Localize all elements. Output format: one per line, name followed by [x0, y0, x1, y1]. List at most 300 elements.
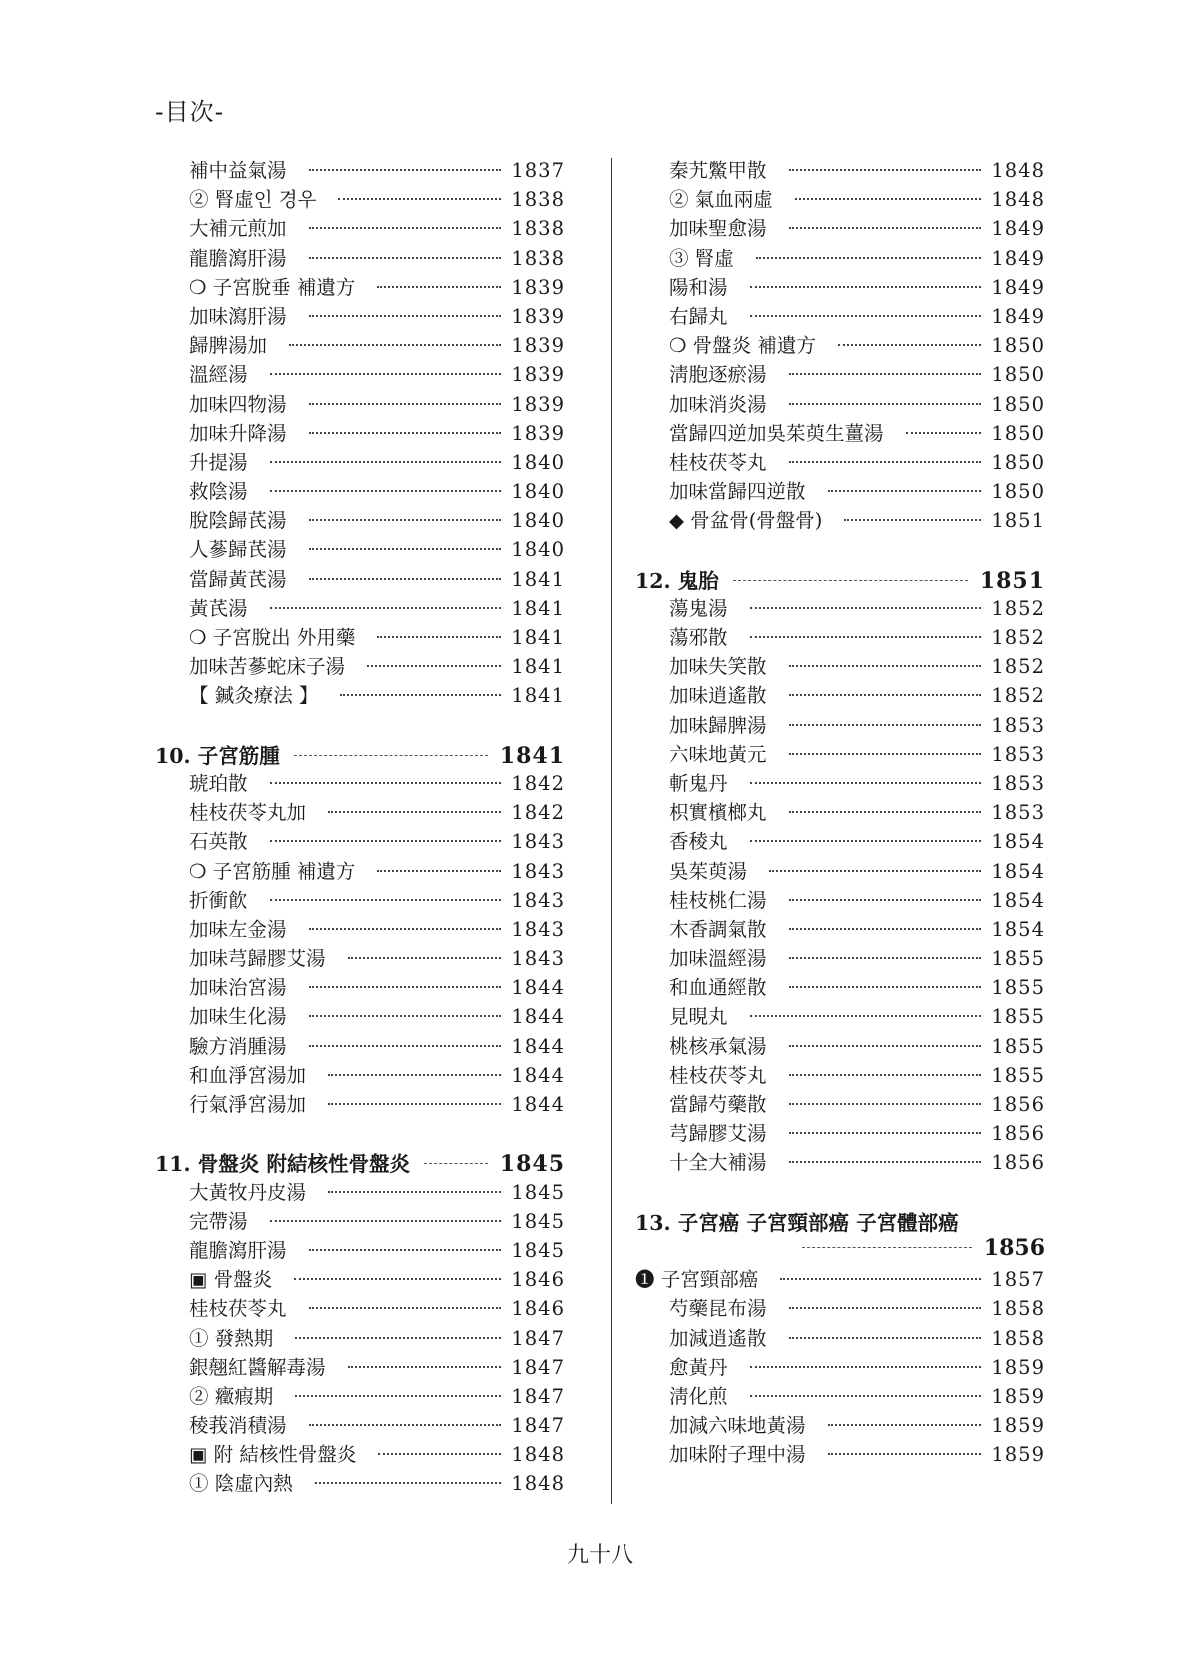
toc-leader-dots [294, 1278, 501, 1280]
toc-entry [155, 184, 565, 213]
toc-entry-page: 1837 [511, 159, 565, 182]
toc-entry-title: 加味生化湯 [189, 1005, 287, 1029]
toc-leader-dots [328, 811, 501, 813]
toc-leader-dots [789, 753, 982, 755]
toc-entry-page: 1845 [511, 1209, 565, 1233]
toc-section-title: 10. 子宮筋腫 [155, 743, 280, 768]
page-header: -目次- [155, 98, 225, 126]
toc-entry-page: 1841 [511, 655, 565, 679]
toc-entry-page: 1838 [511, 188, 565, 212]
toc-entry-title: 加味逍遙散 [669, 684, 767, 708]
toc-leader-dots [309, 403, 502, 405]
toc-entry-page: 1840 [511, 538, 565, 562]
toc-entry [635, 1001, 1045, 1030]
toc-entry-page: 1853 [991, 801, 1045, 825]
toc-section-page-line [635, 1235, 1045, 1264]
toc-entry [155, 856, 565, 885]
toc-entry [155, 1001, 565, 1030]
toc-leader-dots [309, 1307, 502, 1309]
toc-entry-page: 1844 [511, 1005, 565, 1029]
toc-entry-title: 芎歸膠艾湯 [669, 1122, 767, 1146]
toc-leader-dots [750, 636, 982, 638]
toc-entry [635, 243, 1045, 272]
toc-entry-title: ❶ 子宮頸部癌 [635, 1268, 759, 1292]
toc-spacer [635, 1177, 1045, 1206]
toc-entry-title: 加減逍遙散 [669, 1326, 767, 1350]
toc-entry [155, 213, 565, 242]
toc-entry [155, 389, 565, 418]
toc-leader-dots [328, 1103, 501, 1105]
toc-entry-page: 1839 [511, 334, 565, 358]
toc-leader-dots [309, 227, 502, 229]
toc-entry-title: 加味當歸四逆散 [669, 480, 806, 504]
toc-entry-page: 1844 [511, 1093, 565, 1116]
toc-entry [635, 359, 1045, 388]
toc-leader-dots [348, 1366, 502, 1368]
toc-entry-title: 加味聖愈湯 [669, 217, 767, 241]
toc-entry [635, 155, 1045, 184]
toc-entry-title: 和血通經散 [669, 976, 767, 1000]
toc-entry-title: 斬鬼丹 [669, 771, 728, 795]
toc-entry-page: 1853 [991, 742, 1045, 766]
toc-leader-dots [750, 1015, 982, 1017]
toc-entry-title: ② 癥瘕期 [189, 1384, 274, 1408]
toc-entry-title: ❍ 子宮筋腫 補遺方 [189, 859, 356, 883]
toc-entry-page: 1855 [991, 1034, 1045, 1058]
toc-leader-dots [377, 636, 501, 638]
toc-entry-title: 黃芪湯 [189, 596, 248, 620]
toc-entry-page: 1849 [991, 304, 1045, 328]
toc-entry-title: 稜莪消積湯 [189, 1414, 287, 1438]
toc-entry [155, 447, 565, 476]
toc-leader-dots [289, 344, 501, 346]
toc-entry [635, 651, 1045, 680]
toc-entry [635, 1410, 1045, 1439]
toc-leader-dots [789, 461, 982, 463]
toc-leader-dots [789, 811, 982, 813]
toc-leader-dots [789, 928, 982, 930]
toc-leader-dots [844, 519, 981, 521]
toc-entry [155, 1468, 565, 1497]
toc-leader-dots [780, 1278, 981, 1280]
toc-entry-title: 芍藥昆布湯 [669, 1297, 767, 1321]
toc-entry-title: 加味治宮湯 [189, 976, 287, 1000]
toc-entry-title: 淸化煎 [669, 1384, 728, 1408]
toc-entry-page: 1859 [991, 1443, 1045, 1467]
toc-leader-dots [828, 1424, 982, 1426]
toc-entry-title: 加味歸脾湯 [669, 713, 767, 737]
toc-entry [635, 1147, 1045, 1176]
toc-entry-title: 淸胞逐瘀湯 [669, 363, 767, 387]
toc-entry-title: 當歸芍藥散 [669, 1093, 767, 1116]
toc-leader-dots [309, 1424, 502, 1426]
toc-spacer [635, 534, 1045, 563]
toc-leader-dots [789, 986, 982, 988]
toc-entry-page: 1838 [511, 246, 565, 270]
toc-leader-dots [309, 578, 502, 580]
toc-entry [155, 1264, 565, 1293]
toc-entry-title: 右歸丸 [669, 304, 728, 328]
toc-spacer [155, 710, 565, 739]
toc-leader-dots [828, 490, 982, 492]
toc-entry-page: 1849 [991, 246, 1045, 270]
toc-leader-dots [789, 373, 982, 375]
toc-entry-title: 秦艽鱉甲散 [669, 159, 767, 182]
toc-entry-page: 1849 [991, 275, 1045, 299]
toc-entry-title: 龍膽瀉肝湯 [189, 246, 287, 270]
toc-entry [635, 1352, 1045, 1381]
toc-entry-page: 1859 [991, 1414, 1045, 1438]
toc-entry [155, 1206, 565, 1235]
toc-entry-page: 1840 [511, 450, 565, 474]
toc-entry-title: ◆ 骨盆骨(骨盤骨) [669, 509, 823, 533]
toc-entry-title: 蕩邪散 [669, 626, 728, 649]
toc-entry [635, 680, 1045, 709]
toc-entry [155, 505, 565, 534]
toc-entry-page: 1840 [511, 509, 565, 533]
toc-entry-title: 驗方消腫湯 [189, 1034, 287, 1058]
toc-entry [155, 593, 565, 622]
toc-entry [155, 301, 565, 330]
toc-entry-title: 補中益氣湯 [189, 159, 287, 182]
toc-entry-page: 1851 [991, 509, 1045, 533]
toc-entry-page: 1843 [511, 917, 565, 941]
toc-entry-page: 1841 [511, 567, 565, 591]
toc-leader-dots [756, 257, 982, 259]
toc-entry [635, 914, 1045, 943]
toc-entry-page: 1848 [511, 1443, 565, 1467]
toc-entry-page: 1840 [511, 480, 565, 504]
toc-entry-page: 1849 [991, 217, 1045, 241]
toc-entry-title: 桃核承氣湯 [669, 1034, 767, 1058]
toc-leader-dots [328, 1074, 501, 1076]
toc-entry-title: 見晛丸 [669, 1005, 728, 1029]
toc-section-page: 1841 [499, 742, 565, 769]
toc-entry-page: 1848 [991, 159, 1045, 182]
toc-leader-dots [906, 432, 982, 434]
toc-entry-title: 大補元煎加 [189, 217, 287, 241]
toc-entry [635, 1118, 1045, 1147]
toc-leader-dots [795, 198, 982, 200]
toc-leader-dots [309, 986, 502, 988]
toc-entry-title: 琥珀散 [189, 771, 248, 795]
toc-leader-dots [789, 724, 982, 726]
toc-leader-dots [789, 227, 982, 229]
toc-entry [635, 447, 1045, 476]
toc-entry-page: 1858 [991, 1326, 1045, 1350]
toc-entry-page: 1843 [511, 859, 565, 883]
toc-entry [155, 797, 565, 826]
toc-entry-title: 歸脾湯加 [189, 334, 268, 358]
toc-entry [635, 1439, 1045, 1468]
toc-entry-title: 加味瀉肝湯 [189, 304, 287, 328]
toc-leader-dots [789, 1307, 982, 1309]
toc-entry-page: 1856 [991, 1151, 1045, 1175]
toc-entry [155, 651, 565, 680]
toc-entry-title: 桂枝茯苓丸加 [189, 801, 307, 825]
toc-entry-title: 石英散 [189, 830, 248, 854]
toc-leader-dots [309, 169, 502, 171]
toc-entry [155, 1031, 565, 1060]
toc-entry-page: 1838 [511, 217, 565, 241]
toc-entry [635, 593, 1045, 622]
toc-entry-title: 和血淨宮湯加 [189, 1063, 307, 1087]
toc-entry-title: ❍ 子宮脫出 外用藥 [189, 626, 356, 649]
toc-entry [155, 1410, 565, 1439]
toc-entry-page: 1839 [511, 304, 565, 328]
toc-entry-title: 桂枝桃仁湯 [669, 888, 767, 912]
toc-leader-dots [838, 344, 981, 346]
toc-leader-dots [750, 315, 982, 317]
toc-entry-page: 1855 [991, 1063, 1045, 1087]
toc-leader-dots [828, 1453, 982, 1455]
toc-leader-dots [295, 1337, 501, 1339]
toc-entry-page: 1848 [991, 188, 1045, 212]
toc-leader-dots [750, 286, 982, 288]
toc-entry-page: 1852 [991, 626, 1045, 649]
toc-entry-title: 救陰湯 [189, 480, 248, 504]
toc-entry [635, 1089, 1045, 1118]
toc-entry-page: 1848 [511, 1472, 565, 1496]
toc-entry-title: 【 鍼灸療法 】 [189, 684, 319, 708]
toc-entry-title: 蕩鬼湯 [669, 596, 728, 620]
toc-entry-page: 1854 [991, 859, 1045, 883]
toc-entry-title: ② 氣血兩虛 [669, 188, 773, 212]
toc-entry [155, 1352, 565, 1381]
toc-entry [635, 1293, 1045, 1322]
toc-entry-page: 1852 [991, 684, 1045, 708]
toc-entry-title: 愈黃丹 [669, 1355, 728, 1379]
toc-entry-page: 1850 [991, 334, 1045, 358]
toc-entry-title: 加減六味地黃湯 [669, 1414, 806, 1438]
toc-leader-dots [309, 1015, 502, 1017]
toc-entry-page: 1859 [991, 1355, 1045, 1379]
toc-section-heading [155, 739, 565, 768]
toc-leader-dots [270, 490, 502, 492]
toc-entry-page: 1844 [511, 976, 565, 1000]
toc-entry-page: 1855 [991, 976, 1045, 1000]
toc-leader-dots [309, 315, 502, 317]
toc-entry-title: 木香調氣散 [669, 917, 767, 941]
page-number: 九十八 [566, 1543, 633, 1568]
toc-leader-dots [750, 607, 982, 609]
toc-entry-title: 加味芎歸膠艾湯 [189, 947, 326, 971]
toc-entry [155, 418, 565, 447]
toc-entry-page: 1855 [991, 947, 1045, 971]
toc-entry-title: 行氣淨宮湯加 [189, 1093, 307, 1116]
toc-leader-dots [377, 870, 501, 872]
toc-entry-title: 折衝飮 [189, 888, 248, 912]
toc-entry [155, 622, 565, 651]
toc-leader-dots [270, 1220, 502, 1222]
toc-entry-page: 1853 [991, 771, 1045, 795]
toc-entry-title: 升提湯 [189, 450, 248, 474]
toc-leader-dots [315, 1482, 502, 1484]
toc-entry [155, 1060, 565, 1089]
toc-leader-dots [328, 1191, 501, 1193]
toc-entry-page: 1850 [991, 363, 1045, 387]
toc-entry [155, 914, 565, 943]
toc-entry-page: 1856 [991, 1122, 1045, 1146]
toc-entry [635, 885, 1045, 914]
toc-leader-dots [789, 1161, 982, 1163]
toc-leader-dots [789, 1132, 982, 1134]
toc-entry [155, 826, 565, 855]
toc-leader-dots [789, 1103, 982, 1105]
toc-entry [635, 476, 1045, 505]
toc-entry-title: 溫經湯 [189, 363, 248, 387]
toc-entry-page: 1845 [511, 1180, 565, 1204]
toc-entry [155, 330, 565, 359]
toc-leader-dots [270, 461, 502, 463]
toc-entry-title: 脫陰歸芪湯 [189, 509, 287, 533]
toc-leader-dots [270, 373, 502, 375]
toc-entry [635, 943, 1045, 972]
toc-right-column [635, 155, 1045, 1468]
toc-entry-page: 1852 [991, 596, 1045, 620]
toc-entry-title: ▣ 骨盤炎 [189, 1268, 273, 1292]
toc-entry-page: 1847 [511, 1384, 565, 1408]
toc-entry-page: 1847 [511, 1355, 565, 1379]
toc-entry [635, 826, 1045, 855]
toc-entry-title: 銀翹紅醬解毒湯 [189, 1355, 326, 1379]
toc-leader-dots [789, 169, 982, 171]
toc-spacer [155, 1118, 565, 1147]
toc-leader-dots [789, 899, 982, 901]
toc-leader-dots [338, 198, 501, 200]
toc-leader-dots [789, 403, 982, 405]
toc-leader-dots [348, 957, 502, 959]
toc-leader-dots [377, 286, 501, 288]
toc-entry-title: 加味左金湯 [189, 917, 287, 941]
toc-entry-title: 加味溫經湯 [669, 947, 767, 971]
toc-entry [635, 1060, 1045, 1089]
toc-entry-page: 1839 [511, 363, 565, 387]
toc-entry-title: 桂枝茯苓丸 [669, 450, 767, 474]
toc-entry-page: 1854 [991, 917, 1045, 941]
toc-entry-page: 1844 [511, 1063, 565, 1087]
toc-section-title: 11. 骨盤炎 附結核性骨盤炎 [155, 1152, 410, 1177]
toc-entry-title: 加味附子理中湯 [669, 1443, 806, 1467]
toc-entry-page: 1846 [511, 1297, 565, 1321]
toc-entry-title: 桂枝茯苓丸 [189, 1297, 287, 1321]
toc-entry-title: ❍ 骨盤炎 補遺方 [669, 334, 816, 358]
toc-leader-dots [789, 694, 982, 696]
toc-leader-dashes [424, 1163, 488, 1164]
toc-leader-dots [270, 607, 502, 609]
toc-entry [155, 680, 565, 709]
toc-left-column [155, 155, 565, 1498]
toc-entry [635, 768, 1045, 797]
toc-entry [635, 330, 1045, 359]
toc-entry [155, 1177, 565, 1206]
toc-leader-dots [340, 694, 501, 696]
toc-entry-title: 人蔘歸芪湯 [189, 538, 287, 562]
toc-leader-dots [270, 782, 502, 784]
toc-entry-title: 龍膽瀉肝湯 [189, 1238, 287, 1262]
toc-leader-dots [309, 519, 502, 521]
toc-entry-page: 1843 [511, 947, 565, 971]
toc-entry-page: 1843 [511, 888, 565, 912]
toc-entry-title: ❍ 子宮脫垂 補遺方 [189, 275, 356, 299]
toc-entry-title: ① 發熱期 [189, 1326, 274, 1350]
toc-entry-title: 加味升降湯 [189, 421, 287, 445]
toc-leader-dots [309, 1045, 502, 1047]
toc-entry [635, 301, 1045, 330]
toc-entry-page: 1841 [511, 684, 565, 708]
toc-entry [155, 768, 565, 797]
toc-entry-page: 1855 [991, 1005, 1045, 1029]
toc-leader-dots [270, 840, 502, 842]
toc-entry-page: 1847 [511, 1414, 565, 1438]
toc-entry-title: 吳茱萸湯 [669, 859, 748, 883]
toc-entry [635, 710, 1045, 739]
toc-entry-page: 1850 [991, 480, 1045, 504]
toc-leader-dots [295, 1395, 501, 1397]
toc-entry-title: 加味苦蔘蛇床子湯 [189, 655, 346, 679]
toc-entry-title: 加味失笑散 [669, 655, 767, 679]
toc-entry-title: 香稜丸 [669, 830, 728, 854]
toc-entry-title: 當歸四逆加吳茱萸生薑湯 [669, 421, 884, 445]
toc-entry-page: 1842 [511, 801, 565, 825]
toc-entry-title: 完帶湯 [189, 1209, 248, 1233]
toc-entry [635, 213, 1045, 242]
toc-entry-title: ▣ 附 結核性骨盤炎 [189, 1443, 357, 1467]
toc-entry-page: 1843 [511, 830, 565, 854]
toc-entry [155, 885, 565, 914]
toc-section-page: 1845 [499, 1151, 565, 1178]
toc-entry-title: 大黃牧丹皮湯 [189, 1180, 307, 1204]
toc-leader-dots [750, 840, 982, 842]
toc-entry [155, 243, 565, 272]
toc-section-title: 13. 子宮癌 子宮頸部癌 子宮體部癌 [635, 1210, 959, 1235]
toc-entry [155, 564, 565, 593]
toc-entry-title: 桂枝茯苓丸 [669, 1063, 767, 1087]
toc-entry-title: 當歸黃芪湯 [189, 567, 287, 591]
toc-leader-dots [769, 870, 981, 872]
toc-entry-title: 十全大補湯 [669, 1151, 767, 1175]
toc-entry [155, 1323, 565, 1352]
toc-entry [635, 622, 1045, 651]
toc-leader-dots [789, 1337, 982, 1339]
toc-section-heading [635, 1206, 1045, 1235]
toc-entry-title: 枳實檳榔丸 [669, 801, 767, 825]
toc-entry-title: ② 腎虛인 경우 [189, 188, 317, 212]
toc-entry-page: 1856 [991, 1093, 1045, 1116]
toc-entry [635, 389, 1045, 418]
toc-entry [155, 1439, 565, 1468]
column-divider [611, 158, 612, 1504]
toc-leader-dashes [802, 1247, 972, 1248]
toc-entry [155, 1381, 565, 1410]
toc-entry-page: 1854 [991, 888, 1045, 912]
toc-entry-page: 1854 [991, 830, 1045, 854]
toc-entry-title: 陽和湯 [669, 275, 728, 299]
toc-leader-dots [309, 1249, 502, 1251]
toc-entry [635, 1381, 1045, 1410]
toc-entry-title: 六味地黃元 [669, 742, 767, 766]
toc-entry-page: 1850 [991, 450, 1045, 474]
toc-entry-page: 1841 [511, 596, 565, 620]
toc-leader-dots [789, 957, 982, 959]
toc-entry [635, 184, 1045, 213]
toc-entry-page: 1852 [991, 655, 1045, 679]
toc-entry [155, 943, 565, 972]
toc-entry [635, 505, 1045, 534]
toc-leader-dashes [294, 755, 488, 756]
toc-entry-page: 1839 [511, 275, 565, 299]
toc-entry-page: 1841 [511, 626, 565, 649]
